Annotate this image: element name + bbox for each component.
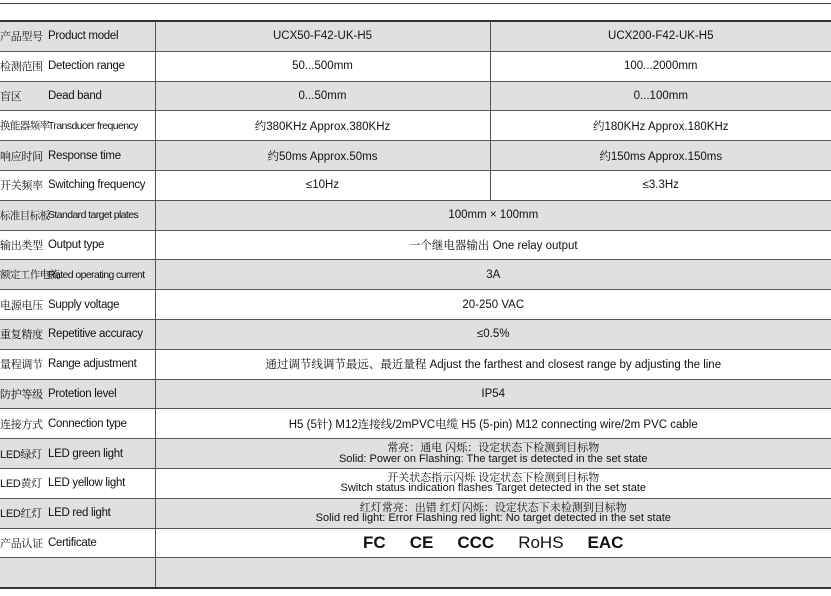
led-desc-zh: 红灯常亮：出错 红灯闪烁：设定状态下未检测到目标物	[359, 501, 627, 514]
label-zh: 量程调节	[0, 359, 43, 372]
led-desc-en: Solid: Power on Flashing: The target is detected in the set state	[338, 452, 648, 465]
table-row	[0, 170, 831, 200]
led-desc-zh: 常亮：通电 闪烁：设定状态下检测到目标物	[387, 442, 600, 455]
label-en: Response time	[48, 149, 121, 162]
table-row-empty	[0, 558, 831, 588]
label-zh: LED红灯	[0, 508, 42, 521]
table-row	[0, 349, 831, 379]
row-label	[0, 51, 155, 81]
label-zh: 额定工作电流	[0, 269, 60, 282]
cell-value: 约50ms Approx.50ms	[155, 141, 490, 171]
row-label	[0, 528, 155, 558]
label-en: LED red light	[48, 507, 111, 520]
label-zh: 开关频率	[0, 180, 43, 193]
table-row	[0, 290, 831, 320]
rohs-logo: RoHS	[518, 532, 564, 552]
label-en: Range adjustment	[48, 358, 137, 371]
label-zh: 产品型号	[0, 31, 43, 44]
row-label	[0, 349, 155, 379]
model-value: UCX50-F42-UK-H5	[155, 21, 490, 51]
cell-value	[155, 468, 831, 498]
table-row	[0, 409, 831, 439]
label-en: Repetitive accuracy	[48, 328, 143, 341]
label-en: Supply voltage	[48, 298, 120, 311]
cell-value: IP54	[155, 379, 831, 409]
table-row	[0, 111, 831, 141]
cert-logos	[156, 533, 831, 553]
label-zh: 响应时间	[0, 150, 43, 163]
led-desc-en: Switch status indication flashes Target detected in the set state	[340, 482, 647, 495]
led-desc-en: Solid red light: Error Flashing red light: No target detected in the set state	[315, 512, 671, 525]
table-row	[0, 439, 831, 469]
cell-value: H5 (5针) M12连接线/2mPVC电缆 H5 (5-pin) M12 connecting wire/2m PVC cable	[155, 409, 831, 439]
label-zh: 盲区	[0, 90, 22, 103]
cell-empty	[155, 558, 831, 588]
table-row	[0, 200, 831, 230]
label-zh: 检测范围	[0, 61, 43, 74]
label-en: Dead band	[48, 89, 102, 102]
label-en: Switching frequency	[48, 179, 146, 192]
cell-value: 3A	[155, 260, 831, 290]
row-label	[0, 200, 155, 230]
cell-value: ≤3.3Hz	[490, 170, 831, 200]
label-en: Certificate	[48, 536, 97, 549]
table-row	[0, 468, 831, 498]
cell-value	[155, 439, 831, 469]
row-label	[0, 230, 155, 260]
cell-value: 100...2000mm	[490, 51, 831, 81]
row-label	[0, 409, 155, 439]
label-zh: 防护等级	[0, 388, 43, 401]
table-row	[0, 81, 831, 111]
row-label	[0, 260, 155, 290]
label-zh: 输出类型	[0, 239, 43, 252]
label-zh: LED黄灯	[0, 478, 42, 491]
cell-value: 100mm × 100mm	[155, 200, 831, 230]
label-zh: 标准目标板	[0, 209, 50, 222]
label-en: LED green light	[48, 447, 123, 460]
label-zh: 产品认证	[0, 537, 43, 550]
led-desc-zh: 开关状态指示闪烁 设定状态下检测到目标物	[387, 471, 600, 484]
ce-logo: CE	[409, 532, 434, 552]
label-en: Detection range	[48, 60, 125, 73]
table-row	[0, 528, 831, 558]
label-en: Rated operating current	[48, 268, 145, 281]
cell-value: 0...50mm	[155, 81, 490, 111]
label-zh: LED绿灯	[0, 448, 42, 461]
table-row	[0, 379, 831, 409]
label-zh: 连接方式	[0, 418, 43, 431]
table-row	[0, 141, 831, 171]
label-en: Standard target plates	[48, 209, 139, 222]
table-row	[0, 319, 831, 349]
label-en: Transducer frequency	[48, 119, 138, 132]
cell-value: 约380KHz Approx.380KHz	[155, 111, 490, 141]
cell-value: 50...500mm	[155, 51, 490, 81]
cell-value	[155, 498, 831, 528]
table-row	[0, 51, 831, 81]
fcc-logo: FC	[363, 532, 386, 552]
row-label	[0, 21, 155, 51]
row-label	[0, 290, 155, 320]
label-en: LED yellow light	[48, 477, 126, 490]
model-value: UCX200-F42-UK-H5	[490, 21, 831, 51]
label-en: Protetion level	[48, 387, 117, 400]
row-label	[0, 319, 155, 349]
label-zh: 换能器频率	[0, 120, 50, 133]
cell-value: 20-250 VAC	[155, 290, 831, 320]
label-zh: 重复精度	[0, 329, 43, 342]
row-label	[0, 81, 155, 111]
eac-logo: EAC	[587, 532, 624, 552]
cell-value: 通过调节线调节最远、最近量程 Adjust the farthest and closest range by adjusting the line	[155, 349, 831, 379]
label-en: Connection type	[48, 417, 127, 430]
row-label	[0, 468, 155, 498]
table-row	[0, 260, 831, 290]
label-en: Product model	[48, 30, 119, 43]
label-zh: 电源电压	[0, 299, 43, 312]
cell-value: 一个继电器输出 One relay output	[155, 230, 831, 260]
spec-table	[0, 20, 831, 589]
cell-value: 0...100mm	[490, 81, 831, 111]
table-row	[0, 498, 831, 528]
row-label	[0, 141, 155, 171]
row-label-empty	[0, 558, 155, 588]
table-row	[0, 21, 831, 51]
row-label	[0, 439, 155, 469]
cell-value: 约150ms Approx.150ms	[490, 141, 831, 171]
top-rule	[0, 3, 831, 4]
table-row	[0, 230, 831, 260]
row-label	[0, 379, 155, 409]
cell-value: 约180KHz Approx.180KHz	[490, 111, 831, 141]
label-en: Output type	[48, 238, 105, 251]
row-label	[0, 111, 155, 141]
row-label	[0, 498, 155, 528]
row-label	[0, 170, 155, 200]
ccc-logo: CCC	[457, 532, 495, 552]
certificate-cell	[155, 528, 831, 558]
cell-value: ≤10Hz	[155, 170, 490, 200]
cell-value: ≤0.5%	[155, 319, 831, 349]
